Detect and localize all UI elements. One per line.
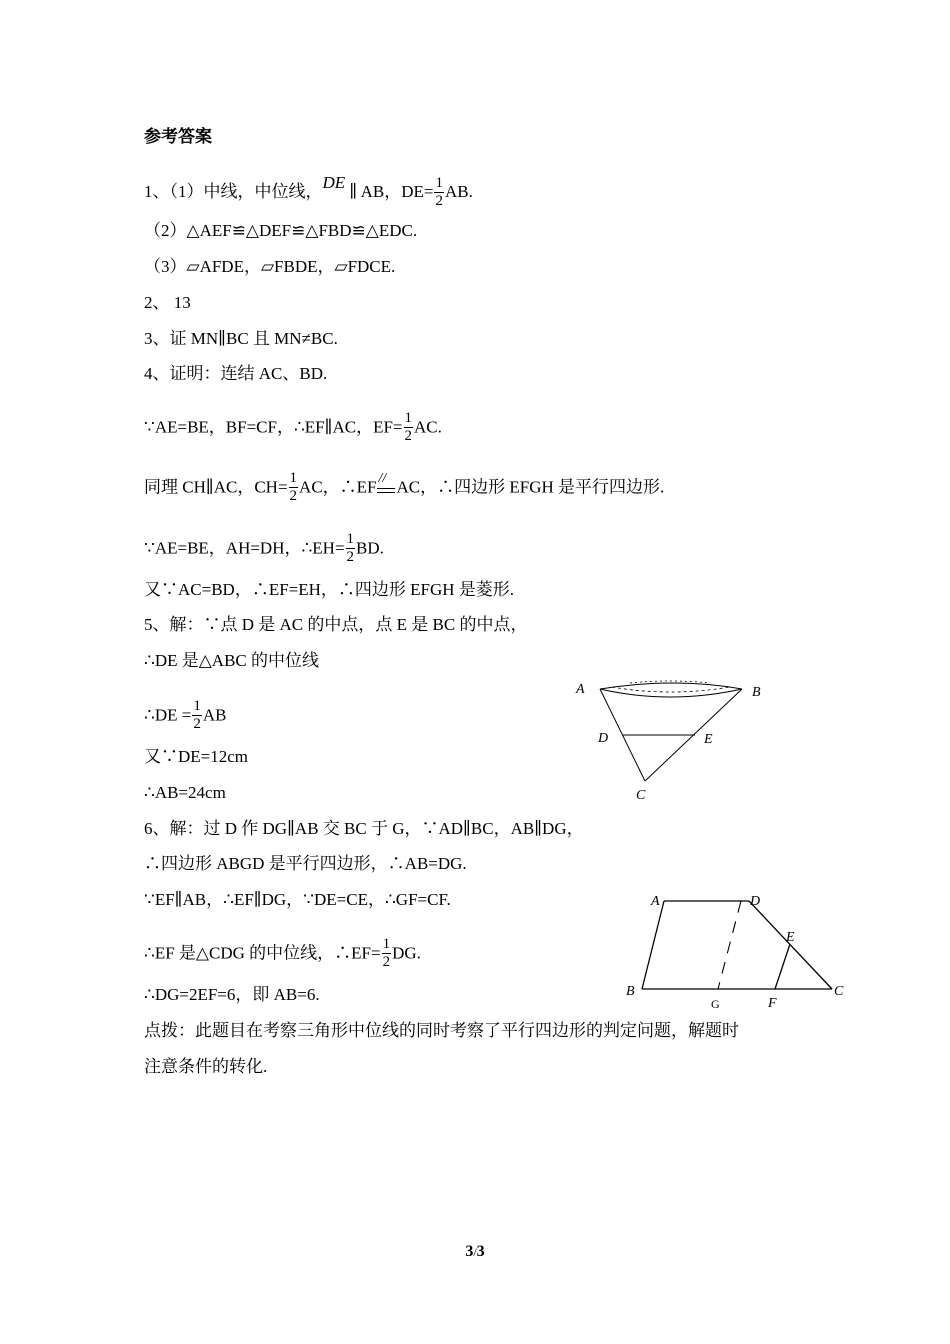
label-a: A (576, 682, 585, 697)
label-b: B (626, 984, 635, 999)
label-a: A (651, 894, 660, 909)
label-d: D (598, 731, 609, 746)
label-e: E (704, 732, 713, 747)
label-g: G (711, 997, 720, 1011)
q6-line1: 6、解：过 D 作 DG∥AB 交 BC 于 G，∵AD∥BC，AB∥DG， (144, 819, 584, 838)
q4-line4: 又∵AC=BD，∴EF=EH，∴四边形 EFGH 是菱形. (144, 580, 515, 599)
q5-line2: ∴DE 是△ABC 的中位线 (144, 651, 320, 670)
triangle-figure (570, 675, 780, 805)
q5-line5: ∴AB=24cm (144, 783, 226, 802)
q2-answer: 2、 13 (144, 293, 191, 312)
q4-line2: 同理 CH∥AC，CH= $\frac{1}{2}$ AC，∴EF // AC，∴四边形 EFGH 是平行四边形. (144, 470, 665, 504)
label-b: B (752, 685, 761, 700)
q6-line3: ∵EF∥AB，∴EF∥DG，∵DE=CE，∴GF=CF. (144, 890, 451, 909)
q4-line1: ∵AE=BE，BF=CF，∴EF∥AC，EF= $\frac{1}{2}$ AC. (144, 410, 442, 444)
fraction: $\frac{1}{2}$ (193, 698, 201, 732)
q1-part3: （3）▱AFDE，▱FBDE，▱FDCE. (144, 257, 396, 276)
label-c: C (636, 788, 646, 803)
label-d: D (750, 894, 761, 909)
q6-line5: ∴DG=2EF=6，即 AB=6. (144, 985, 320, 1004)
label-e: E (786, 930, 795, 945)
fraction: $\frac{1}{2}$ (404, 410, 413, 444)
de-label: DE (322, 173, 346, 192)
label-c: C (834, 984, 844, 999)
fraction: $\frac{1}{2}$ (382, 936, 391, 970)
page-number: 3/3 (465, 1243, 485, 1260)
q4-intro: 4、证明：连结 AC、BD. (144, 364, 328, 383)
answers-title: 参考答案 (144, 127, 212, 147)
q3-answer: 3、证 MN∥BC 且 MN≠BC. (144, 329, 338, 348)
q1-part2: （2）△AEF≌△DEF≌△FBD≌△EDC. (144, 221, 418, 240)
fraction: $\frac{1}{2}$ (435, 174, 443, 209)
q4-line3: ∵AE=BE，AH=DH，∴EH= $\frac{1}{2}$ BD. (144, 531, 384, 565)
q1-part1: 1、（1）中线，中位线，DE ∥ AB，DE= $\frac{1}{2}$ AB. (144, 173, 473, 209)
parallel-equal-symbol: // (377, 478, 397, 498)
fraction: $\frac{1}{2}$ (346, 531, 355, 565)
note-line1: 点拨：此题目在考察三角形中位线的同时考察了平行四边形的判定问题，解题时 (144, 1021, 739, 1040)
fraction: $\frac{1}{2}$ (289, 470, 298, 504)
trapezoid-figure (620, 885, 860, 1015)
q6-line2: ∴四边形 ABGD 是平行四边形，∴AB=DG. (144, 854, 467, 873)
q5-line4: 又∵DE=12cm (144, 747, 249, 766)
label-f: F (768, 996, 777, 1011)
q5-line1: 5、解：∵点 D 是 AC 的中点，点 E 是 BC 的中点， (144, 615, 528, 634)
note-line2: 注意条件的转化. (144, 1057, 268, 1076)
q6-line4: ∴EF 是△CDG 的中位线，∴EF= $\frac{1}{2}$ DG. (144, 936, 421, 970)
q5-line3: ∴DE = $\frac{1}{2}$ AB (144, 698, 227, 732)
